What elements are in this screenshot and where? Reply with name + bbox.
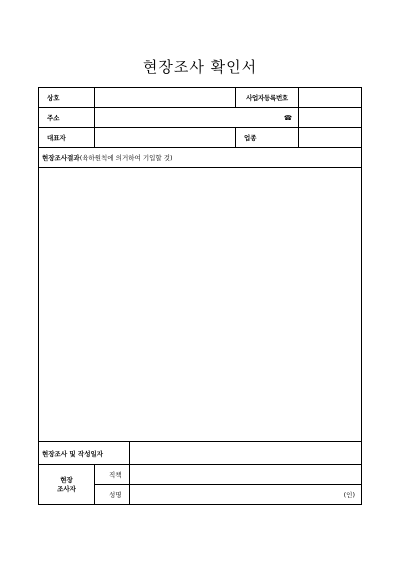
inspection-date-label: 현장조사 및 작성일자	[39, 442, 130, 465]
business-type-label: 업종	[236, 128, 299, 148]
seal-mark: (인)	[130, 485, 362, 505]
business-number-label: 사업자등록번호	[236, 88, 299, 108]
result-content-area[interactable]	[39, 168, 362, 442]
writer-row	[39, 442, 362, 465]
address-label: 주소	[39, 108, 95, 128]
business-number-field[interactable]	[299, 88, 362, 108]
phone-field[interactable]	[299, 108, 362, 128]
position-field[interactable]	[130, 465, 362, 485]
phone-icon: ☎	[95, 108, 299, 128]
inspector-position-row	[39, 465, 362, 485]
result-label-bold: 현장조사결과	[42, 154, 80, 162]
representative-row	[39, 128, 362, 148]
inspector-group-label: 현장 조사자	[39, 465, 95, 505]
representative-field[interactable]	[95, 128, 236, 148]
result-body-row	[39, 168, 362, 442]
address-row	[39, 108, 362, 128]
inspection-form-table	[38, 87, 362, 505]
inspection-date-field[interactable]	[130, 442, 362, 465]
business-type-field[interactable]	[299, 128, 362, 148]
trade-name-field[interactable]	[95, 88, 236, 108]
result-header-row	[39, 148, 362, 168]
document-title: 현장조사 확인서	[142, 58, 258, 76]
trade-name-label: 상호	[39, 88, 95, 108]
position-label: 직책	[95, 465, 130, 485]
representative-label: 대표자	[39, 128, 95, 148]
result-label	[39, 148, 362, 168]
name-label: 성명	[95, 485, 130, 505]
trade-name-row	[39, 88, 362, 108]
result-label-note: (육하원칙에 의거하여 기입할 것)	[79, 154, 173, 162]
